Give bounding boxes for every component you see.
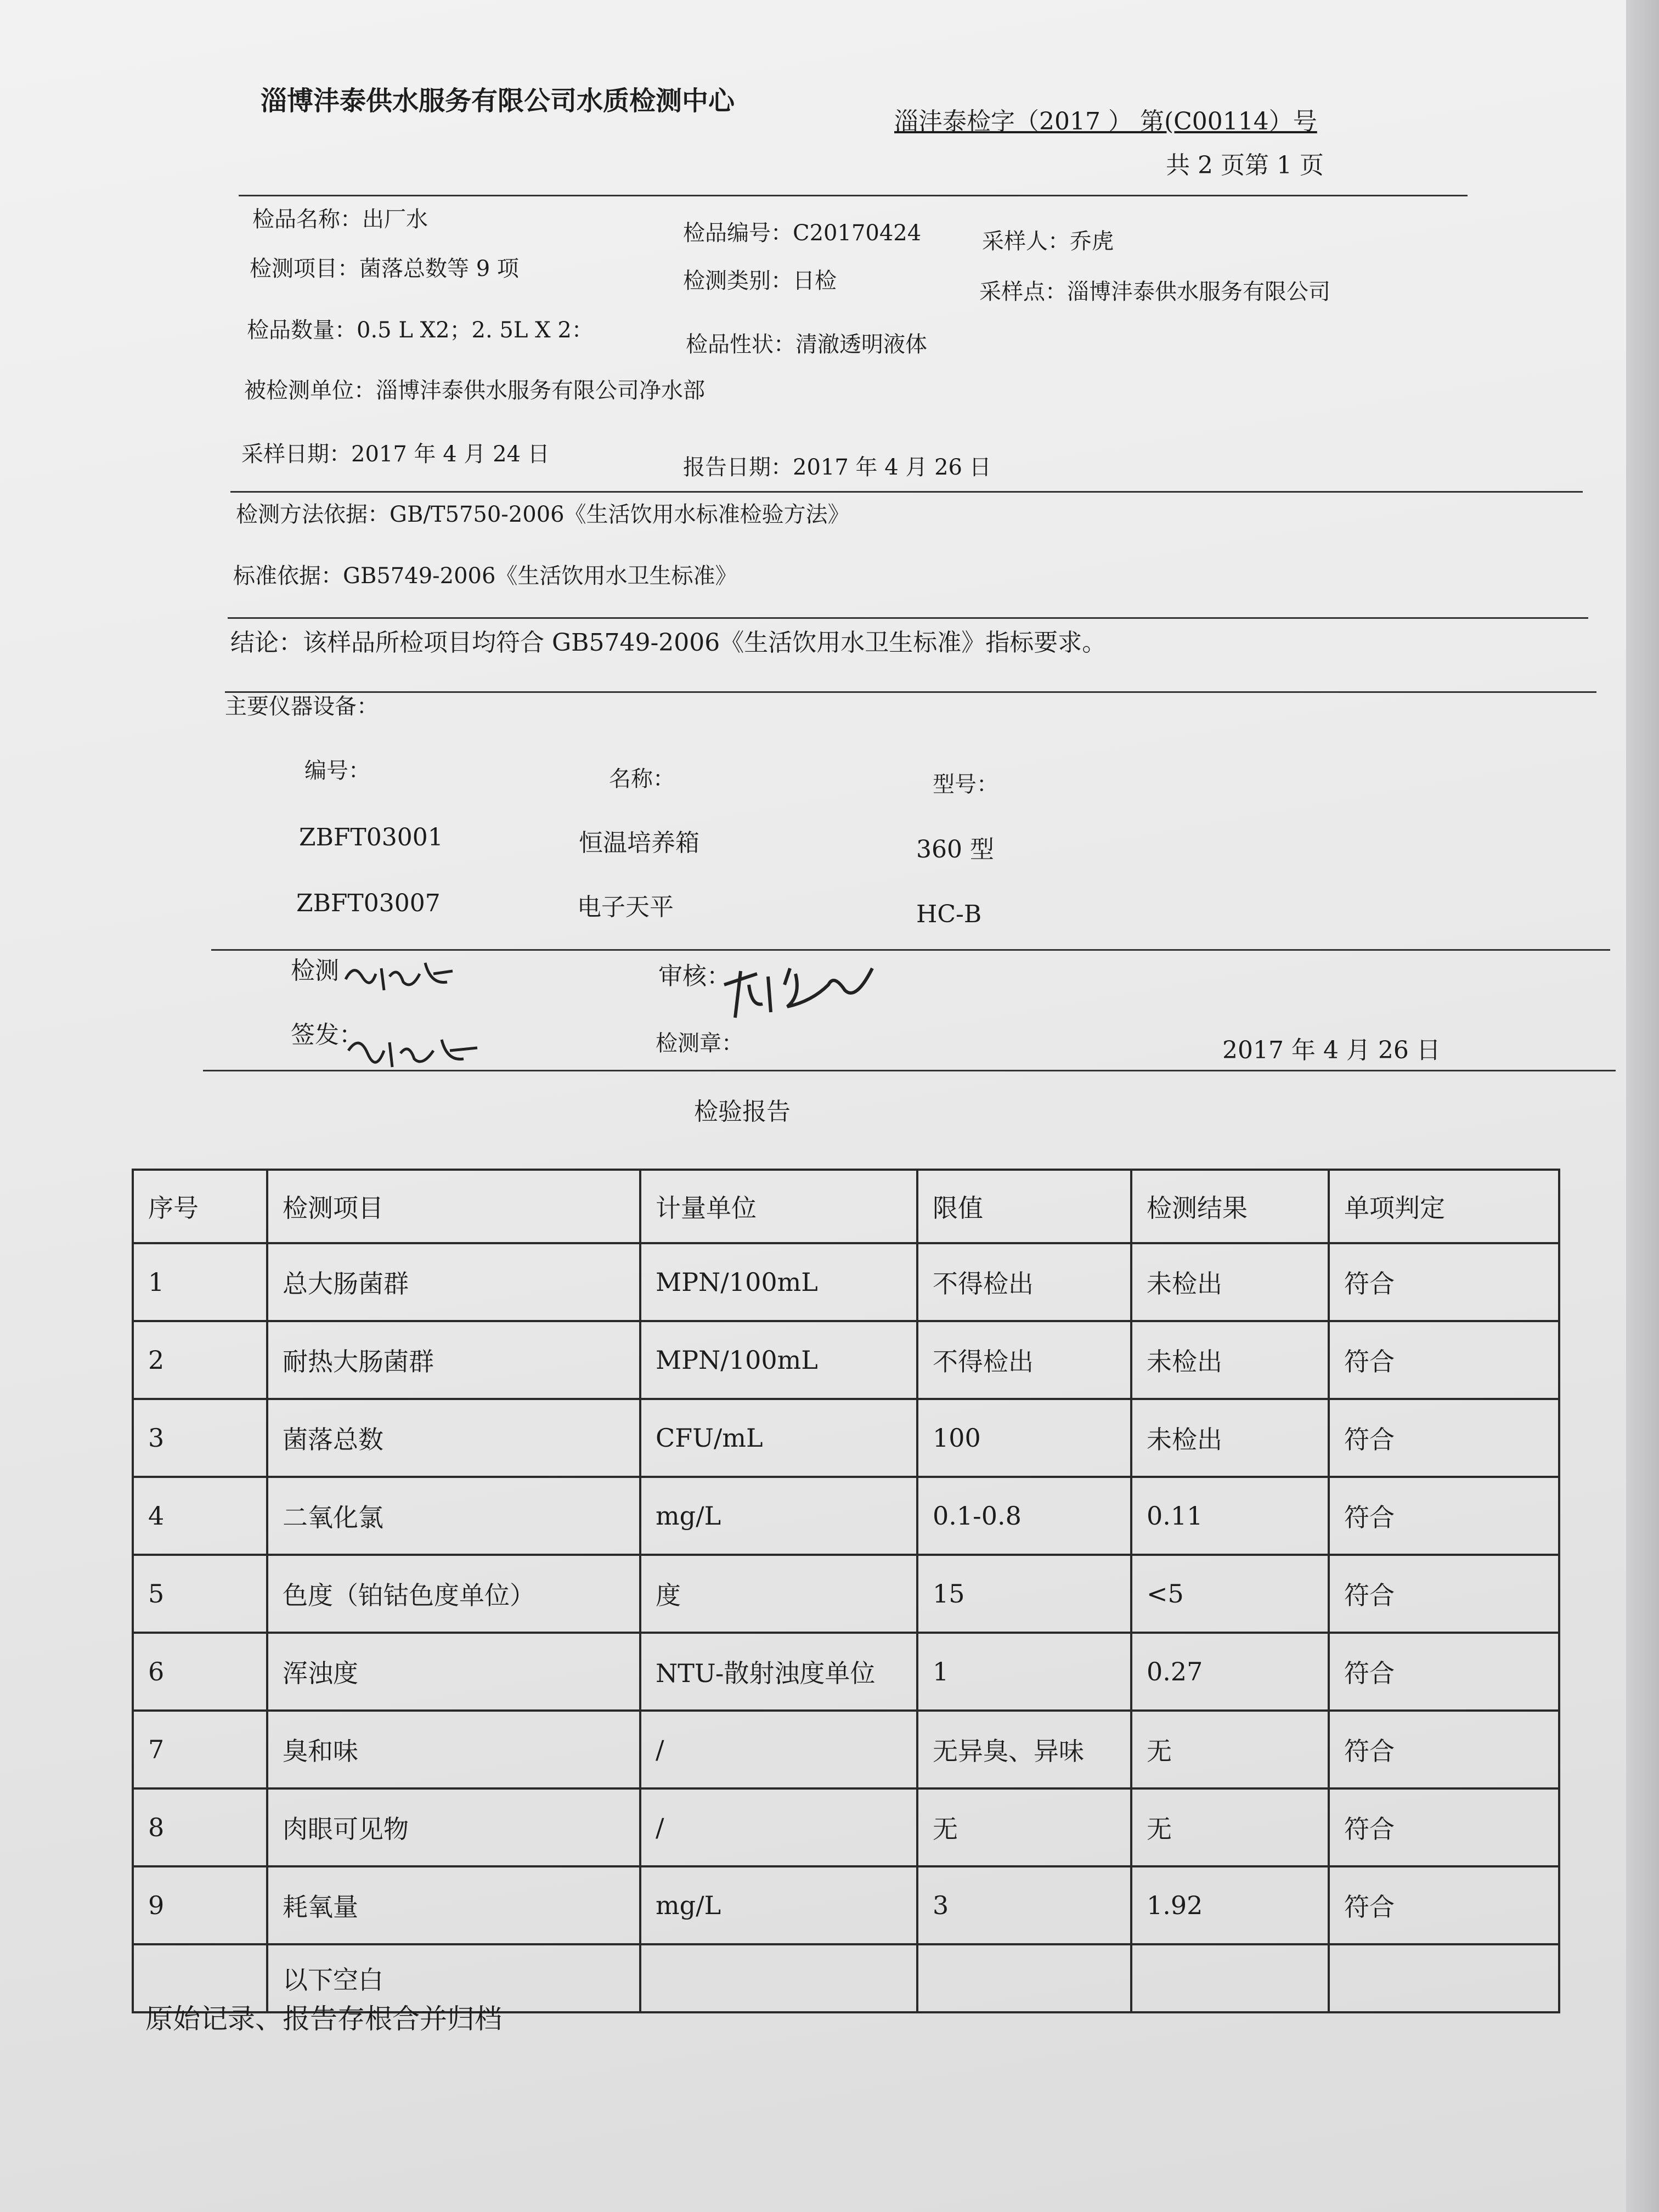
report-date: 报告日期：2017 年 4 月 26 日 bbox=[683, 455, 991, 480]
table-cell: <5 bbox=[1131, 1555, 1329, 1633]
table-cell: 符合 bbox=[1329, 1477, 1559, 1555]
table-row bbox=[133, 1555, 1559, 1633]
reviewer-label: 审核： bbox=[658, 962, 731, 990]
org-title: 淄博沣泰供水服务有限公司水质检测中心 bbox=[261, 86, 735, 116]
table-cell bbox=[1329, 1944, 1559, 2012]
equipment-title: 主要仪器设备： bbox=[225, 694, 379, 719]
table-cell: 100 bbox=[917, 1399, 1131, 1477]
test-method: 检测方法依据：GB/T5750-2006《生活饮用水标准检验方法》 bbox=[236, 502, 850, 527]
table-cell: NTU-散射浊度单位 bbox=[640, 1633, 917, 1711]
divider-line bbox=[211, 949, 1610, 951]
table-cell: 肉眼可见物 bbox=[267, 1788, 640, 1866]
table-cell: 符合 bbox=[1329, 1243, 1559, 1321]
page-count: 共 2 页第 1 页 bbox=[1166, 151, 1324, 179]
table-cell: 15 bbox=[917, 1555, 1131, 1633]
sample-name: 检品名称：出厂水 bbox=[252, 207, 428, 232]
signature-date: 2017 年 4 月 26 日 bbox=[1222, 1036, 1441, 1064]
table-cell: 臭和味 bbox=[267, 1711, 640, 1788]
test-category: 检测类别：日检 bbox=[683, 268, 837, 294]
sample-appearance: 检品性状：清澈透明液体 bbox=[686, 332, 927, 357]
divider-line bbox=[228, 617, 1588, 619]
table-cell: 耗氧量 bbox=[267, 1866, 640, 1944]
table-cell bbox=[1131, 1944, 1329, 2012]
table-cell: 符合 bbox=[1329, 1321, 1559, 1399]
sampling-date: 采样日期：2017 年 4 月 24 日 bbox=[241, 442, 550, 467]
table-cell: 色度（铂钴色度单位） bbox=[267, 1555, 640, 1633]
tested-unit: 被检测单位：淄博沣泰供水服务有限公司净水部 bbox=[244, 378, 705, 403]
table-cell: 1.92 bbox=[1131, 1866, 1329, 1944]
table-cell: 符合 bbox=[1329, 1399, 1559, 1477]
reviewer-signature bbox=[719, 952, 883, 1023]
table-cell: 4 bbox=[133, 1477, 267, 1555]
table-cell: 9 bbox=[133, 1866, 267, 1944]
table-row bbox=[133, 1321, 1559, 1399]
column-header: 计量单位 bbox=[640, 1170, 917, 1243]
table-blank-row bbox=[133, 1944, 1559, 2012]
table-cell bbox=[917, 1944, 1131, 2012]
table-cell: 8 bbox=[133, 1788, 267, 1866]
table-cell: 3 bbox=[917, 1866, 1131, 1944]
table-row bbox=[133, 1788, 1559, 1866]
table-cell: / bbox=[640, 1788, 917, 1866]
table-cell: 不得检出 bbox=[917, 1321, 1131, 1399]
table-cell: 浑浊度 bbox=[267, 1633, 640, 1711]
table-cell: 符合 bbox=[1329, 1866, 1559, 1944]
column-header: 限值 bbox=[917, 1170, 1131, 1243]
conclusion: 结论：该样品所检项目均符合 GB5749-2006《生活饮用水卫生标准》指标要求。 bbox=[230, 629, 1107, 657]
report-title: 检验报告 bbox=[694, 1098, 791, 1126]
table-row bbox=[133, 1633, 1559, 1711]
table-cell: 5 bbox=[133, 1555, 267, 1633]
table-cell: 1 bbox=[133, 1243, 267, 1321]
table-cell: 耐热大肠菌群 bbox=[267, 1321, 640, 1399]
table-cell: 1 bbox=[917, 1633, 1131, 1711]
table-cell bbox=[640, 1944, 917, 2012]
table-row bbox=[133, 1399, 1559, 1477]
sampler: 采样人：乔虎 bbox=[982, 229, 1114, 254]
table-cell bbox=[133, 1944, 267, 2012]
divider-line bbox=[203, 1070, 1616, 1071]
sample-number: 检品编号：C20170424 bbox=[683, 221, 922, 246]
table-header-row bbox=[133, 1170, 1559, 1243]
divider-line bbox=[239, 195, 1468, 196]
equipment-code: ZBFT03001 bbox=[299, 823, 443, 851]
equipment-name: 电子天平 bbox=[577, 893, 674, 921]
table-cell: MPN/100mL bbox=[640, 1321, 917, 1399]
table-cell: 0.27 bbox=[1131, 1633, 1329, 1711]
column-header: 单项判定 bbox=[1329, 1170, 1559, 1243]
table-cell: 符合 bbox=[1329, 1788, 1559, 1866]
equipment-model: 360 型 bbox=[916, 836, 994, 864]
equipment-model: HC-B bbox=[916, 900, 982, 928]
table-cell: 符合 bbox=[1329, 1711, 1559, 1788]
report-table bbox=[132, 1169, 1560, 2013]
table-cell: 无异臭、异味 bbox=[917, 1711, 1131, 1788]
sampling-site: 采样点：淄博沣泰供水服务有限公司 bbox=[979, 279, 1330, 304]
document-number: 淄沣泰检字（2017 ） 第(C00114）号 bbox=[894, 108, 1317, 136]
table-cell: 无 bbox=[1131, 1788, 1329, 1866]
table-cell: 0.1-0.8 bbox=[917, 1477, 1131, 1555]
table-cell: 度 bbox=[640, 1555, 917, 1633]
table-cell: CFU/mL bbox=[640, 1399, 917, 1477]
table-cell: 未检出 bbox=[1131, 1399, 1329, 1477]
table-row bbox=[133, 1477, 1559, 1555]
table-cell: 未检出 bbox=[1131, 1243, 1329, 1321]
standard-basis: 标准依据：GB5749-2006《生活饮用水卫生标准》 bbox=[233, 563, 737, 589]
sample-quantity: 检品数量：0.5 L X2；2. 5L X 2： bbox=[247, 318, 594, 343]
table-cell: 6 bbox=[133, 1633, 267, 1711]
tester-label: 检测 bbox=[291, 957, 339, 985]
divider-line bbox=[225, 691, 1596, 693]
equipment-name: 恒温培养箱 bbox=[579, 829, 699, 857]
table-cell: / bbox=[640, 1711, 917, 1788]
footer-note: 原始记录、报告存根合并归档 bbox=[145, 2003, 502, 2035]
equipment-code: ZBFT03007 bbox=[296, 889, 441, 917]
column-header: 序号 bbox=[133, 1170, 267, 1243]
column-header: 检测项目 bbox=[267, 1170, 640, 1243]
table-cell: 无 bbox=[1131, 1711, 1329, 1788]
table-cell: MPN/100mL bbox=[640, 1243, 917, 1321]
table-cell: 2 bbox=[133, 1321, 267, 1399]
table-cell: 0.11 bbox=[1131, 1477, 1329, 1555]
table-cell: 无 bbox=[917, 1788, 1131, 1866]
table-cell: 未检出 bbox=[1131, 1321, 1329, 1399]
equipment-header-code: 编号： bbox=[304, 758, 370, 783]
test-items: 检测项目：菌落总数等 9 项 bbox=[250, 256, 519, 281]
table-cell: 总大肠菌群 bbox=[267, 1243, 640, 1321]
equipment-header-name: 名称： bbox=[609, 766, 675, 792]
table-row bbox=[133, 1866, 1559, 1944]
issuer-signature bbox=[346, 1026, 488, 1075]
table-cell: 符合 bbox=[1329, 1633, 1559, 1711]
table-cell: 不得检出 bbox=[917, 1243, 1131, 1321]
equipment-header-model: 型号： bbox=[933, 772, 998, 797]
page-edge-shadow bbox=[1626, 0, 1659, 2212]
column-header: 检测结果 bbox=[1131, 1170, 1329, 1243]
table-cell: 3 bbox=[133, 1399, 267, 1477]
table-cell: 菌落总数 bbox=[267, 1399, 640, 1477]
table-cell: 二氧化氯 bbox=[267, 1477, 640, 1555]
table-cell: 以下空白 bbox=[267, 1944, 640, 2012]
tester-signature bbox=[343, 952, 464, 1001]
divider-line bbox=[230, 491, 1583, 493]
table-row bbox=[133, 1711, 1559, 1788]
table-cell: 7 bbox=[133, 1711, 267, 1788]
issuer-label: 签发： bbox=[291, 1021, 363, 1049]
table-cell: 符合 bbox=[1329, 1555, 1559, 1633]
table-cell: mg/L bbox=[640, 1477, 917, 1555]
table-cell: mg/L bbox=[640, 1866, 917, 1944]
stamp-label: 检测章： bbox=[656, 1031, 743, 1056]
table-row bbox=[133, 1243, 1559, 1321]
